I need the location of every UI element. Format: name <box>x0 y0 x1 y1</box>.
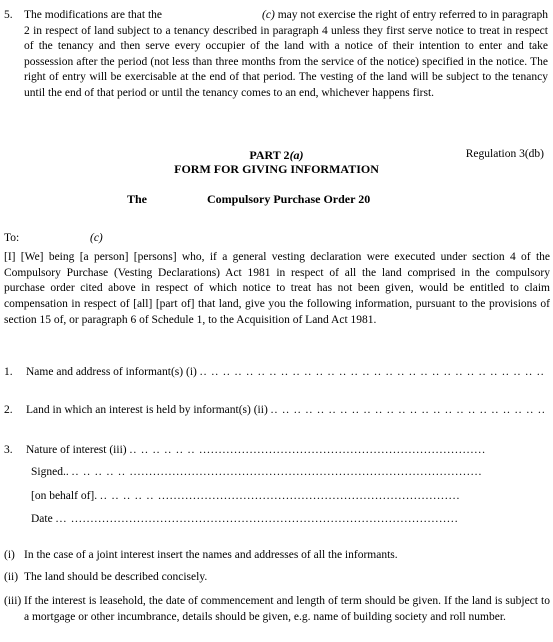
answer-line[interactable]: .. .. .. .. .. .. .. .. .. .. .. .. .. .. .. .. .. .. .. .. .. .. .. .. <box>270 404 546 416</box>
paragraph-5-body <box>24 8 548 101</box>
answer-line[interactable]: .. .. .. .. .. .. .......................................................................... <box>129 444 486 456</box>
date-label: Date <box>31 513 53 525</box>
footnote-ref-c: (c) <box>262 9 275 21</box>
on-behalf-of-label: [on behalf of]. <box>31 490 98 502</box>
question-1 <box>4 366 545 378</box>
date-field[interactable]: ... .................................................................................................... <box>55 513 459 525</box>
intro-paragraph: [I] [We] being [a person] [persons] who, if a general vesting declaration were executed under section 4 of the Compulsory Purchase (Vesting Declarations) Act 1981 in respect of all the land comprised in the compulsory purchase order cited above in respect of which notice to treat has not been given, would be entitled to claim compensation in respect of [all] [part of] that land, give you the following information, pursuant to the provisions of section 15 of, or paragraph 6 of Schedule 1, to the Acquisition of Land Act 1981. <box>4 251 550 326</box>
paragraph-5 <box>4 8 548 101</box>
regulation-reference: Regulation 3(db) <box>465 148 544 160</box>
question-label: Name and address of informant(s) <box>26 366 184 378</box>
note-key: (iii) <box>4 595 22 607</box>
addressee-footnote-ref: (c) <box>90 232 103 244</box>
paragraph-number: 5. <box>4 9 13 21</box>
part-footnote-ref: (a) <box>289 148 304 162</box>
question-note-ref: (i) <box>186 366 197 378</box>
note-key: (ii) <box>4 571 19 583</box>
question-3 <box>4 444 486 456</box>
note-text: If the interest is leasehold, the date of commencement and length of term should be given. If the land is subject to a mortgage or other incumbrance, details should be given, e.g. name of building society and roll number. <box>24 595 550 623</box>
signed-label: Signed.. <box>31 466 69 478</box>
signature-field[interactable]: .. .. .. .. .. ........................................................................................... <box>71 466 483 478</box>
order-article: The <box>127 192 148 206</box>
answer-line[interactable]: .. .. .. .. .. .. .. .. .. .. .. .. .. .. .. .. .. .. .. .. .. .. .. .. .. .. .. .. .. .. <box>199 366 545 378</box>
note-text: The land should be described concisely. <box>24 571 208 583</box>
note-key: (i) <box>4 549 15 561</box>
on-behalf-of-line <box>31 490 460 502</box>
question-number: 3. <box>4 444 13 456</box>
note-text: In the case of a joint interest insert the names and addresses of all the informants. <box>24 549 398 561</box>
to-label: To: <box>4 232 20 244</box>
form-title: FORM FOR GIVING INFORMATION <box>174 162 379 176</box>
paragraph-5-text: may not exercise the right of entry referred to in paragraph 2 in respect of land subject to a tenancy described in paragraph 4 unless they first serve notice to treat in respect of the tenancy and then serve every occupier of the land with a notice of their intention to enter and take possession after the period (not less than three months from the service of the notice) specified in the notice. The right of entry will be exercisable at the end of that period. The vesting of the land will be subject to the tenancy until the end of that period or until the tenancy comes to an end, whichever happens first. <box>24 9 549 99</box>
date-line <box>31 513 459 525</box>
question-note-ref: (iii) <box>109 444 127 456</box>
note-ii <box>4 570 550 586</box>
question-number: 2. <box>4 404 13 416</box>
on-behalf-of-field[interactable]: .. .. .. .. .. .............................................................................. <box>99 490 461 502</box>
question-label: Nature of interest <box>26 444 107 456</box>
addressee-line <box>4 232 103 244</box>
note-i <box>4 548 550 564</box>
question-number: 1. <box>4 366 13 378</box>
part-label: PART 2 <box>249 148 290 162</box>
question-label: Land in which an interest is held by informant(s) <box>26 404 251 416</box>
signed-line <box>31 466 482 478</box>
question-note-ref: (ii) <box>253 404 268 416</box>
note-iii <box>4 594 550 625</box>
order-title: Compulsory Purchase Order 20 <box>207 192 371 206</box>
question-2 <box>4 404 546 416</box>
paragraph-5-intro: The modifications are that the <box>24 9 163 21</box>
